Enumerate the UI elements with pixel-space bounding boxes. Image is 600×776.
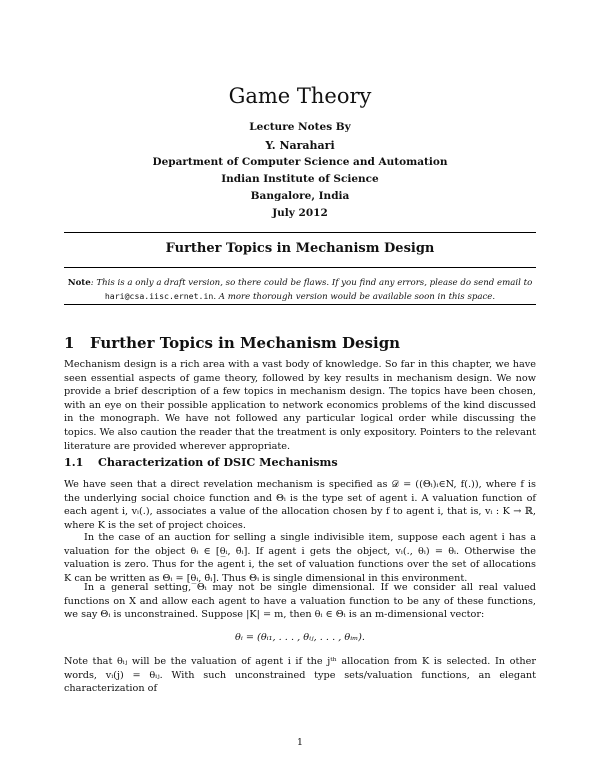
equation-theta-vector: θᵢ = (θᵢ₁, . . . , θᵢⱼ, . . . , θᵢₘ). (234, 632, 365, 643)
divider-bottom (64, 304, 536, 305)
subsection-title: Characterization of DSIC Mechanisms (98, 455, 338, 469)
note-text-end: . A more thorough version would be available soon in this space. (213, 292, 496, 302)
page-number: 1 (296, 737, 304, 748)
author-name: Y. Narahari (265, 139, 335, 152)
note-label: Note (67, 278, 91, 288)
paragraph-auction: In the case of an auction for selling a single indivisible item, suppose each agent i has a valuation for the object θᵢ ∈ [θ̲ᵢ, θ̄ᵢ]. If agent i gets the object, vᵢ(., θᵢ) = θᵢ. Otherwise the valuation is zero. Thus for the agent i, the set of valuation functions over the set of allocations K can be written as Θᵢ = [θ̲ᵢ, θ̄ᵢ]. Thus Θᵢ is single dimensional in this environment. (64, 532, 536, 584)
document-title: Game Theory (228, 84, 372, 108)
section-heading (64, 334, 400, 352)
draft-note (64, 277, 536, 304)
divider-middle (64, 267, 536, 268)
department: Department of Computer Science and Automation (152, 156, 448, 168)
paragraph-direct-revelation: We have seen that a direct revelation mechanism is specified as 𝒟 = ((Θᵢ)ᵢ∈N, f(.)), where f is the underlying social choice function and Θᵢ is the type set of agent i. A valuation function of each agent i, vᵢ(.), associates a value of the allocation chosen by f to agent i, that is, vᵢ : K → ℝ, where K is the set of project choices. (64, 479, 536, 531)
city: Bangalore, India (250, 190, 350, 202)
note-email[interactable]: hari@csa.iisc.ernet.in (104, 291, 214, 301)
chapter-title: Further Topics in Mechanism Design (165, 241, 435, 256)
section-intro-paragraph: Mechanism design is a rich area with a vast body of knowledge. So far in this chapter, we have seen essential aspects of game theory, followed by key results in mechanism design. We now provide a brief description of a few topics in mechanism design. The topics have been chosen, with an eye on their possible application to network economics problems of the kind discussed in the monograph. We have not followed any particular logical order while discussing the topics. We also caution the reader that the treatment is only expository. Pointers to the relevant literature are provided wherever appropriate. (64, 359, 536, 452)
subsection-number: 1.1 (64, 455, 84, 469)
paragraph-valuation: Note that θᵢⱼ will be the valuation of agent i if the jᵗʰ allocation from K is selected. In other words, vᵢ(j) = θᵢⱼ. With such unconstrained type sets/valuation functions, an elegant characterization of (64, 656, 536, 695)
subsection-heading (64, 455, 338, 469)
date: July 2012 (272, 207, 328, 219)
paragraph-general-setting: In a general setting, Θᵢ may not be single dimensional. If we consider all real valued functions on X and allow each agent to have a valuation function to be any of these functions, we say Θᵢ is unconstrained. Suppose |K| = m, then θᵢ ∈ Θᵢ is an m-dimensional vector: (64, 582, 536, 621)
note-text: : This is a only a draft version, so there could be flaws. If you find any errors, please do send email to (90, 278, 533, 288)
institute: Indian Institute of Science (221, 173, 379, 185)
lecture-notes-by: Lecture Notes By (249, 121, 351, 133)
section-number: 1 (64, 334, 75, 352)
divider-top (64, 232, 536, 233)
section-title: Further Topics in Mechanism Design (90, 334, 401, 352)
